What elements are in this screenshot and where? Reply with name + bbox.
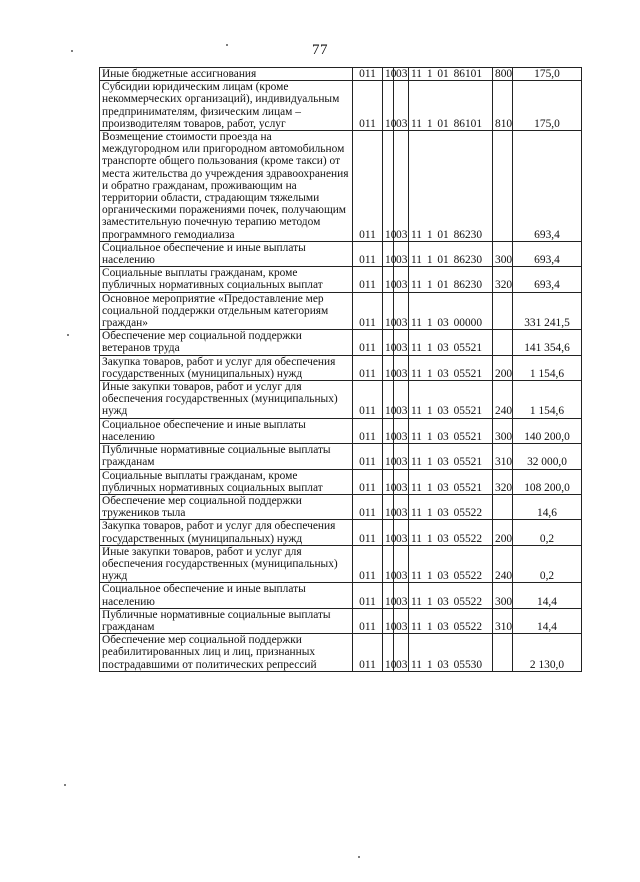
expense-type-code: 300 [493, 418, 513, 443]
ministry-code: 011 [353, 381, 383, 419]
ministry-code: 011 [353, 469, 383, 494]
ministry-code: 011 [353, 68, 383, 81]
expense-type-code: 310 [493, 608, 513, 633]
section-code: 10 [383, 520, 394, 545]
subsection-code: 03 [394, 418, 409, 443]
budget-table [99, 67, 582, 672]
table-row [100, 469, 582, 494]
expense-type-code: 240 [493, 381, 513, 419]
row-name: Социальное обеспечение и иные выплаты населению [100, 418, 353, 443]
table-row [100, 608, 582, 633]
amount: 175,0 [513, 81, 582, 131]
subsection-code: 03 [394, 545, 409, 583]
expense-type-code [493, 292, 513, 330]
table-row [100, 241, 582, 266]
table-row [100, 494, 582, 519]
expense-type-code [493, 494, 513, 519]
table-row [100, 444, 582, 469]
subsection-code: 03 [394, 292, 409, 330]
ministry-code: 011 [353, 241, 383, 266]
row-name: Публичные нормативные социальные выплаты гражданам [100, 608, 353, 633]
table-row [100, 292, 582, 330]
row-name: Возмещение стоимости проезда на междугородном или пригородном автомобильном транспорте общего пользования (кроме такси) от места жительства до учреждения здравоохранения и обратно гражданам, проживающим на территории области, страдающим тяжелыми органическими поражениями почек, получающим заместительную почечную терапию методом программного гемодиализа [100, 131, 353, 242]
expense-type-code: 320 [493, 267, 513, 292]
target-article-code: 11 1 01 86230 [409, 131, 493, 242]
scan-speck [226, 44, 228, 46]
page-number: 77 [312, 42, 328, 58]
section-code: 10 [383, 469, 394, 494]
expense-type-code [493, 330, 513, 355]
row-name: Социальные выплаты гражданам, кроме публичных нормативных социальных выплат [100, 469, 353, 494]
row-name: Основное мероприятие «Предоставление мер социальной поддержки отдельным категориям граждан» [100, 292, 353, 330]
row-name: Обеспечение мер социальной поддержки реабилитированных лиц и лиц, признанных пострадавшими от политических репрессий [100, 634, 353, 672]
expense-type-code: 310 [493, 444, 513, 469]
row-name: Иные бюджетные ассигнования [100, 68, 353, 81]
target-article-code: 11 1 01 86101 [409, 68, 493, 81]
scan-speck [358, 856, 360, 858]
target-article-code: 11 1 03 05521 [409, 355, 493, 380]
target-article-code: 11 1 03 05522 [409, 583, 493, 608]
target-article-code: 11 1 03 05522 [409, 608, 493, 633]
target-article-code: 11 1 01 86101 [409, 81, 493, 131]
table-row [100, 520, 582, 545]
amount: 14,4 [513, 583, 582, 608]
amount: 1 154,6 [513, 355, 582, 380]
section-code: 10 [383, 444, 394, 469]
table-body [100, 68, 582, 672]
scan-speck [67, 334, 69, 336]
section-code: 10 [383, 68, 394, 81]
row-name: Иные закупки товаров, работ и услуг для обеспечения государственных (муниципальных) нужд [100, 381, 353, 419]
target-article-code: 11 1 03 05521 [409, 418, 493, 443]
ministry-code: 011 [353, 444, 383, 469]
ministry-code: 011 [353, 634, 383, 672]
expense-type-code: 200 [493, 520, 513, 545]
subsection-code: 03 [394, 469, 409, 494]
amount: 175,0 [513, 68, 582, 81]
row-name: Публичные нормативные социальные выплаты гражданам [100, 444, 353, 469]
target-article-code: 11 1 03 05521 [409, 469, 493, 494]
ministry-code: 011 [353, 81, 383, 131]
section-code: 10 [383, 241, 394, 266]
expense-type-code [493, 131, 513, 242]
table-row [100, 68, 582, 81]
amount: 693,4 [513, 267, 582, 292]
table-row [100, 634, 582, 672]
section-code: 10 [383, 583, 394, 608]
row-name: Субсидии юридическим лицам (кроме некоммерческих организаций), индивидуальным предпринимателям, физическим лицам – производителям товаров, работ, услуг [100, 81, 353, 131]
scan-speck [64, 784, 66, 786]
subsection-code: 03 [394, 68, 409, 81]
subsection-code: 03 [394, 520, 409, 545]
amount: 14,4 [513, 608, 582, 633]
target-article-code: 11 1 01 86230 [409, 241, 493, 266]
section-code: 10 [383, 292, 394, 330]
row-name: Закупка товаров, работ и услуг для обеспечения государственных (муниципальных) нужд [100, 520, 353, 545]
subsection-code: 03 [394, 267, 409, 292]
row-name: Иные закупки товаров, работ и услуг для обеспечения государственных (муниципальных) нужд [100, 545, 353, 583]
ministry-code: 011 [353, 608, 383, 633]
section-code: 10 [383, 418, 394, 443]
ministry-code: 011 [353, 292, 383, 330]
expense-type-code [493, 634, 513, 672]
expense-type-code: 810 [493, 81, 513, 131]
subsection-code: 03 [394, 583, 409, 608]
amount: 108 200,0 [513, 469, 582, 494]
ministry-code: 011 [353, 131, 383, 242]
table-row [100, 355, 582, 380]
ministry-code: 011 [353, 418, 383, 443]
amount: 14,6 [513, 494, 582, 519]
section-code: 10 [383, 330, 394, 355]
target-article-code: 11 1 03 05521 [409, 444, 493, 469]
target-article-code: 11 1 03 05522 [409, 520, 493, 545]
subsection-code: 03 [394, 444, 409, 469]
row-name: Обеспечение мер социальной поддержки ветеранов труда [100, 330, 353, 355]
subsection-code: 03 [394, 81, 409, 131]
target-article-code: 11 1 03 05521 [409, 381, 493, 419]
subsection-code: 03 [394, 381, 409, 419]
row-name: Социальное обеспечение и иные выплаты населению [100, 241, 353, 266]
scan-speck [71, 50, 73, 52]
target-article-code: 11 1 01 86230 [409, 267, 493, 292]
amount: 2 130,0 [513, 634, 582, 672]
subsection-code: 03 [394, 494, 409, 519]
target-article-code: 11 1 03 05522 [409, 545, 493, 583]
amount: 693,4 [513, 131, 582, 242]
table-row [100, 418, 582, 443]
ministry-code: 011 [353, 355, 383, 380]
amount: 693,4 [513, 241, 582, 266]
expense-type-code: 300 [493, 241, 513, 266]
amount: 140 200,0 [513, 418, 582, 443]
subsection-code: 03 [394, 355, 409, 380]
amount: 1 154,6 [513, 381, 582, 419]
section-code: 10 [383, 634, 394, 672]
row-name: Социальные выплаты гражданам, кроме публичных нормативных социальных выплат [100, 267, 353, 292]
section-code: 10 [383, 131, 394, 242]
ministry-code: 011 [353, 545, 383, 583]
subsection-code: 03 [394, 608, 409, 633]
table-row [100, 81, 582, 131]
section-code: 10 [383, 545, 394, 583]
expense-type-code: 240 [493, 545, 513, 583]
expense-type-code: 800 [493, 68, 513, 81]
table-row [100, 267, 582, 292]
table-row [100, 545, 582, 583]
table-row [100, 131, 582, 242]
table-row [100, 330, 582, 355]
ministry-code: 011 [353, 267, 383, 292]
expense-type-code: 300 [493, 583, 513, 608]
table-row [100, 381, 582, 419]
amount: 32 000,0 [513, 444, 582, 469]
section-code: 10 [383, 608, 394, 633]
section-code: 10 [383, 381, 394, 419]
section-code: 10 [383, 267, 394, 292]
subsection-code: 03 [394, 241, 409, 266]
row-name: Обеспечение мер социальной поддержки тружеников тыла [100, 494, 353, 519]
amount: 141 354,6 [513, 330, 582, 355]
expense-type-code: 200 [493, 355, 513, 380]
amount: 331 241,5 [513, 292, 582, 330]
target-article-code: 11 1 03 05530 [409, 634, 493, 672]
row-name: Социальное обеспечение и иные выплаты населению [100, 583, 353, 608]
amount: 0,2 [513, 520, 582, 545]
ministry-code: 011 [353, 330, 383, 355]
table-row [100, 583, 582, 608]
subsection-code: 03 [394, 131, 409, 242]
target-article-code: 11 1 03 05521 [409, 330, 493, 355]
ministry-code: 011 [353, 583, 383, 608]
expense-type-code: 320 [493, 469, 513, 494]
subsection-code: 03 [394, 330, 409, 355]
amount: 0,2 [513, 545, 582, 583]
target-article-code: 11 1 03 05522 [409, 494, 493, 519]
ministry-code: 011 [353, 494, 383, 519]
section-code: 10 [383, 494, 394, 519]
section-code: 10 [383, 355, 394, 380]
ministry-code: 011 [353, 520, 383, 545]
subsection-code: 03 [394, 634, 409, 672]
row-name: Закупка товаров, работ и услуг для обеспечения государственных (муниципальных) нужд [100, 355, 353, 380]
section-code: 10 [383, 81, 394, 131]
target-article-code: 11 1 03 00000 [409, 292, 493, 330]
